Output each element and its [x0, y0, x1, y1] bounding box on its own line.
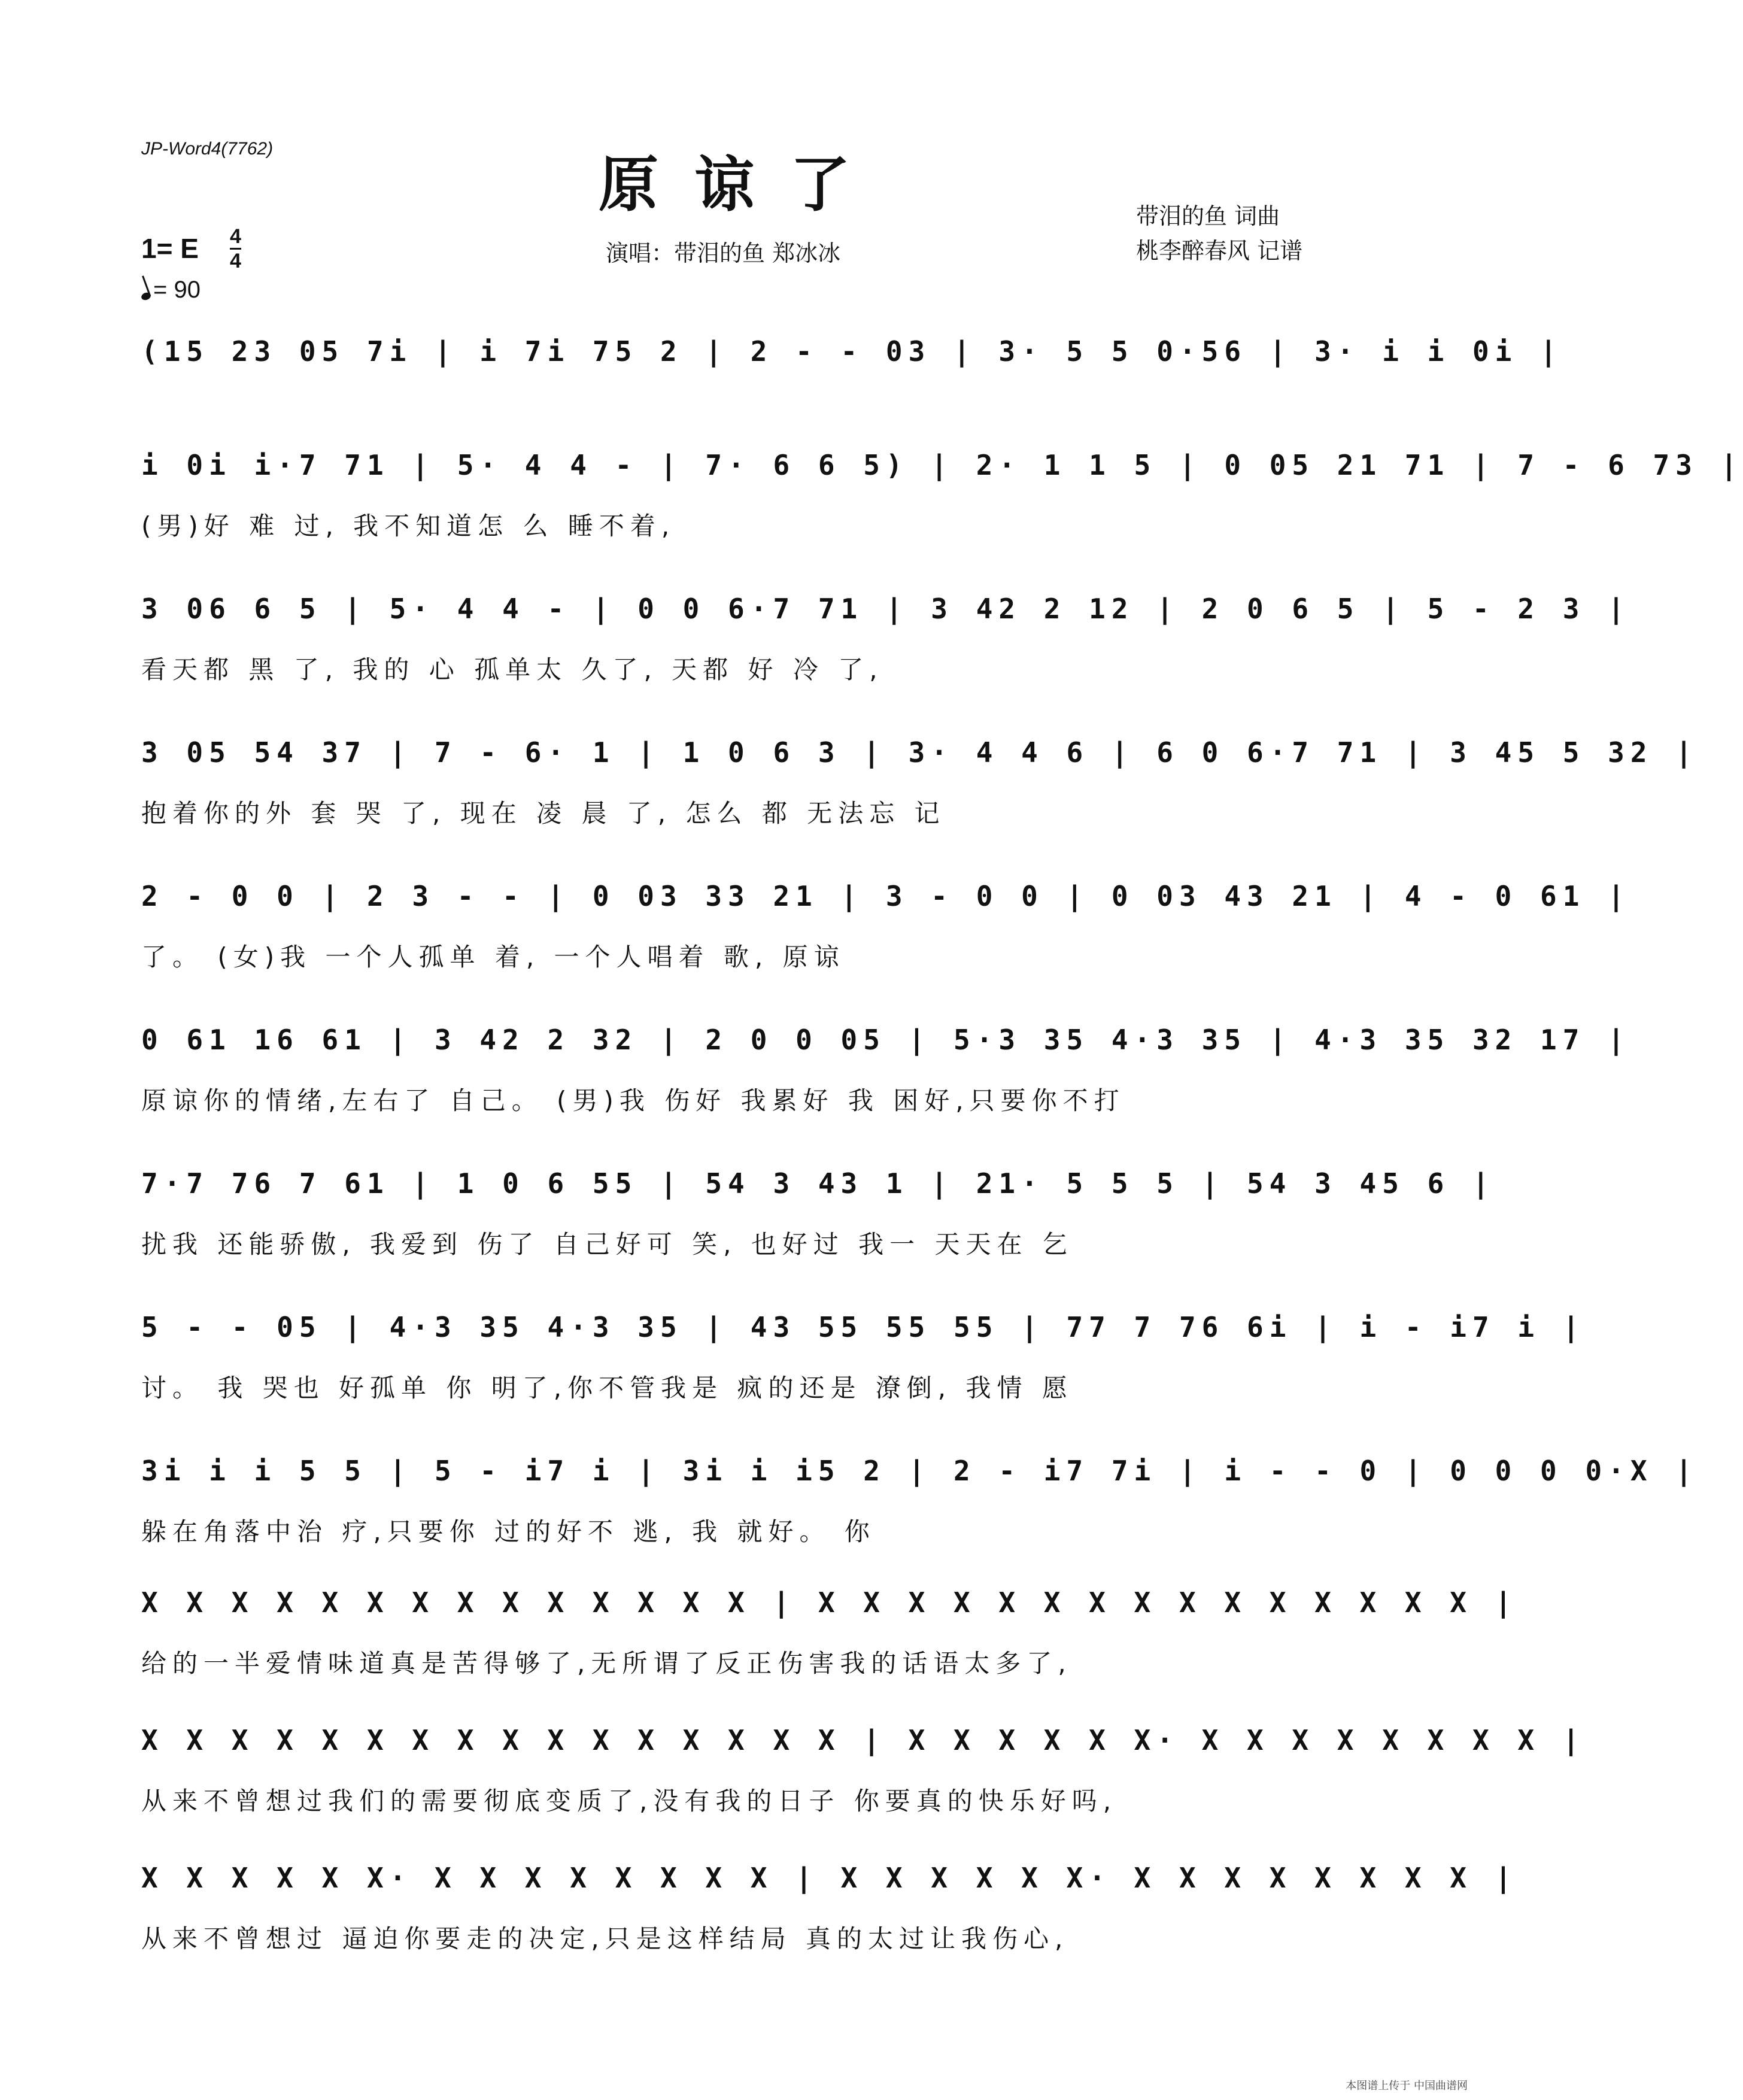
- lyrics-line: 躲在角落中治 疗,只要你 过的好不 逃, 我 就好。 你: [141, 1517, 876, 1546]
- notation-line: 2 - 0 0 | 2 3 - - | 0 03 33 21 | 3 - 0 0 | 0 03 43 21 | 4 - 0 61 |: [141, 880, 1630, 912]
- lyrics-line: 从来不曾想过 逼迫你要走的决定,只是这样结局 真的太过让我伤心,: [141, 1924, 1069, 1953]
- lyrics-line: 给的一半爱情味道真是苦得够了,无所谓了反正伤害我的话语太多了,: [141, 1649, 1072, 1678]
- lyrics-line: 扰我 还能骄傲, 我爱到 伤了 自己好可 笑, 也好过 我一 天天在 乞: [141, 1230, 1073, 1259]
- notation-line: 7·7 76 7 61 | 1 0 6 55 | 54 3 43 1 | 21· 5 5 5 | 54 3 45 6 |: [141, 1167, 1495, 1200]
- quarter-note-icon: [140, 292, 151, 302]
- time-signature-top: 4: [230, 225, 241, 248]
- notation-line: (15 23 05 7i | i 7i 75 2 | 2 - - 03 | 3· 5 5 0·56 | 3· i i 0i |: [141, 335, 1563, 368]
- lyrics-line: 从来不曾想过我们的需要彻底变质了,没有我的日子 你要真的快乐好吗,: [141, 1786, 1118, 1816]
- credits: [1136, 199, 1302, 268]
- lyrics-line: 了。 (女)我 一个人孤单 着, 一个人唱着 歌, 原谅: [141, 942, 845, 972]
- notation-line: X X X X X X X X X X X X X X | X X X X X X X X X X X X X X X |: [141, 1586, 1518, 1619]
- lyrics-line: 看天都 黑 了, 我的 心 孤单太 久了, 天都 好 冷 了,: [141, 655, 883, 684]
- lyrics-line: 讨。 我 哭也 好孤单 你 明了,你不管我是 疯的还是 潦倒, 我情 愿: [141, 1373, 1073, 1403]
- credit-lyrics-music: 带泪的鱼 词曲: [1136, 203, 1280, 229]
- key-signature: 1= E: [141, 233, 199, 264]
- lyrics-line: 原谅你的情绪,左右了 自己。 (男)我 伤好 我累好 我 困好,只要你不打: [141, 1086, 1125, 1115]
- notation-line: 3i i i 5 5 | 5 - i7 i | 3i i i5 2 | 2 - i7 7i | i - - 0 | 0 0 0 0·X |: [141, 1455, 1698, 1487]
- lyrics-line: 抱着你的外 套 哭 了, 现在 凌 晨 了, 怎么 都 无法忘 记: [141, 799, 946, 828]
- tempo-value: = 90: [153, 277, 201, 303]
- notation-line: 3 05 54 37 | 7 - 6· 1 | 1 0 6 3 | 3· 4 4 6 | 6 0 6·7 71 | 3 45 5 32 |: [141, 736, 1698, 769]
- notation-line: X X X X X X· X X X X X X X X | X X X X X X· X X X X X X X X |: [141, 1862, 1518, 1894]
- upload-footer: 本图谱上传于 中国曲谱网: [1346, 2080, 1468, 2092]
- singer-line: 演唱：带泪的鱼 郑冰冰: [606, 240, 841, 266]
- time-signature: [230, 226, 241, 271]
- credit-transcriber: 桃李醉春风 记谱: [1136, 238, 1303, 264]
- notation-line: 0 61 16 61 | 3 42 2 32 | 2 0 0 05 | 5·3 35 4·3 35 | 4·3 35 32 17 |: [141, 1024, 1630, 1056]
- lyrics-line: (男)好 难 过, 我不知道怎 么 睡不着,: [141, 511, 676, 541]
- song-title: 原谅了: [599, 149, 886, 220]
- notation-line: X X X X X X X X X X X X X X X X | X X X X X X· X X X X X X X X |: [141, 1724, 1586, 1756]
- software-label: JP-Word4(7762): [141, 139, 274, 159]
- tempo-marking: [141, 277, 201, 304]
- notation-line: i 0i i·7 71 | 5· 4 4 - | 7· 6 6 5) | 2· 1 1 5 | 0 05 21 71 | 7 - 6 73 |: [141, 449, 1743, 481]
- notation-line: 3 06 6 5 | 5· 4 4 - | 0 0 6·7 71 | 3 42 2 12 | 2 0 6 5 | 5 - 2 3 |: [141, 593, 1630, 625]
- time-signature-bottom: 4: [230, 250, 241, 272]
- notation-line: 5 - - 05 | 4·3 35 4·3 35 | 43 55 55 55 | 77 7 76 6i | i - i7 i |: [141, 1311, 1586, 1343]
